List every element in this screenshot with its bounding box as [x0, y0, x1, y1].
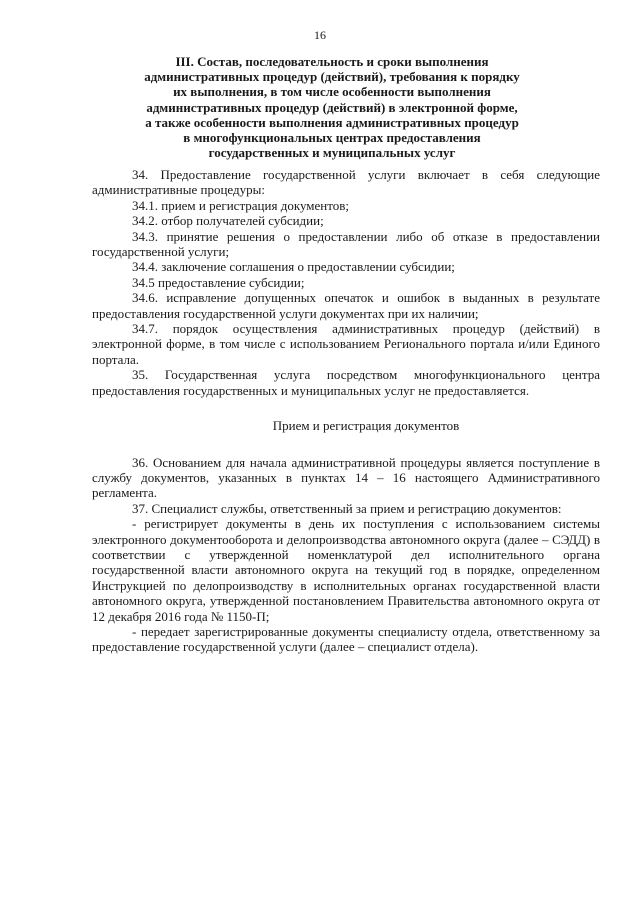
bullet-transfer-documents: - передает зарегистрированные документы специалисту отдела, ответственному за предоставление государственной услуги (далее – специалист отдела).	[92, 623, 600, 655]
paragraph-34: 34. Предоставление государственной услуги включает в себя следующие административные процедуры:	[92, 167, 600, 198]
paragraph-34-2: 34.2. отбор получателей субсидии;	[132, 213, 324, 229]
paragraph-37: 37. Специалист службы, ответственный за прием и регистрацию документов:	[132, 500, 562, 516]
heading-line: их выполнения, в том числе особенности выполнения	[173, 84, 491, 100]
heading-line: III. Состав, последовательность и сроки выполнения	[175, 54, 489, 69]
section-heading	[96, 54, 568, 160]
paragraph-34-6: 34.6. исправление допущенных опечаток и ошибок в выданных в результате предоставления государственной услуги документах при их наличии;	[92, 290, 600, 321]
heading-line: административных процедур (действий) в электронной форме,	[146, 99, 518, 115]
bullet-register-documents: - регистрирует документы в день их поступления с использованием системы электронного документооборота и делопроизводства автономного округа (далее – СЭДД) в соответствии с утвержденной номенклатурой дел исполнительного органа государственной власти автономного округа на текущий год в порядке, определенном Инструкцией по делопроизводству в исполнительных органах государственной власти автономного округа, утвержденной постановлением Правительства автономного округа от 12 декабря 2016 года № 1150-П;	[92, 516, 600, 624]
paragraph-35: 35. Государственная услуга посредством многофункционального центра предоставления государственных и муниципальных услуг не предоставляется.	[92, 367, 600, 398]
paragraph-36: 36. Основанием для начала административной процедуры является поступление в службу документов, указанных в пунктах 14 – 16 настоящего Административного регламента.	[92, 454, 600, 501]
heading-line: а также особенности выполнения административных процедур	[145, 114, 519, 130]
heading-line: административных процедур (действий), требования к порядку	[144, 69, 520, 85]
document-body	[92, 167, 600, 655]
paragraph-34-4: 34.4. заключение соглашения о предоставлении субсидии;	[132, 259, 455, 275]
paragraph-34-5: 34.5 предоставление субсидии;	[132, 274, 305, 290]
page-number: 16	[314, 28, 326, 42]
heading-line: в многофункциональных центрах предоставления	[183, 130, 481, 146]
heading-line: государственных и муниципальных услуг	[208, 145, 456, 161]
paragraph-34-3: 34.3. принятие решения о предоставлении либо об отказе в предоставлении государственной услуги;	[92, 228, 600, 260]
paragraph-34-7: 34.7. порядок осуществления административных процедур (действий) в электронной форме, в том числе с использованием Регионального портала и/или Единого портала.	[92, 321, 600, 367]
paragraph-34-1: 34.1. прием и регистрация документов;	[132, 197, 349, 213]
subsection-heading: Прием и регистрация документов	[272, 418, 460, 434]
